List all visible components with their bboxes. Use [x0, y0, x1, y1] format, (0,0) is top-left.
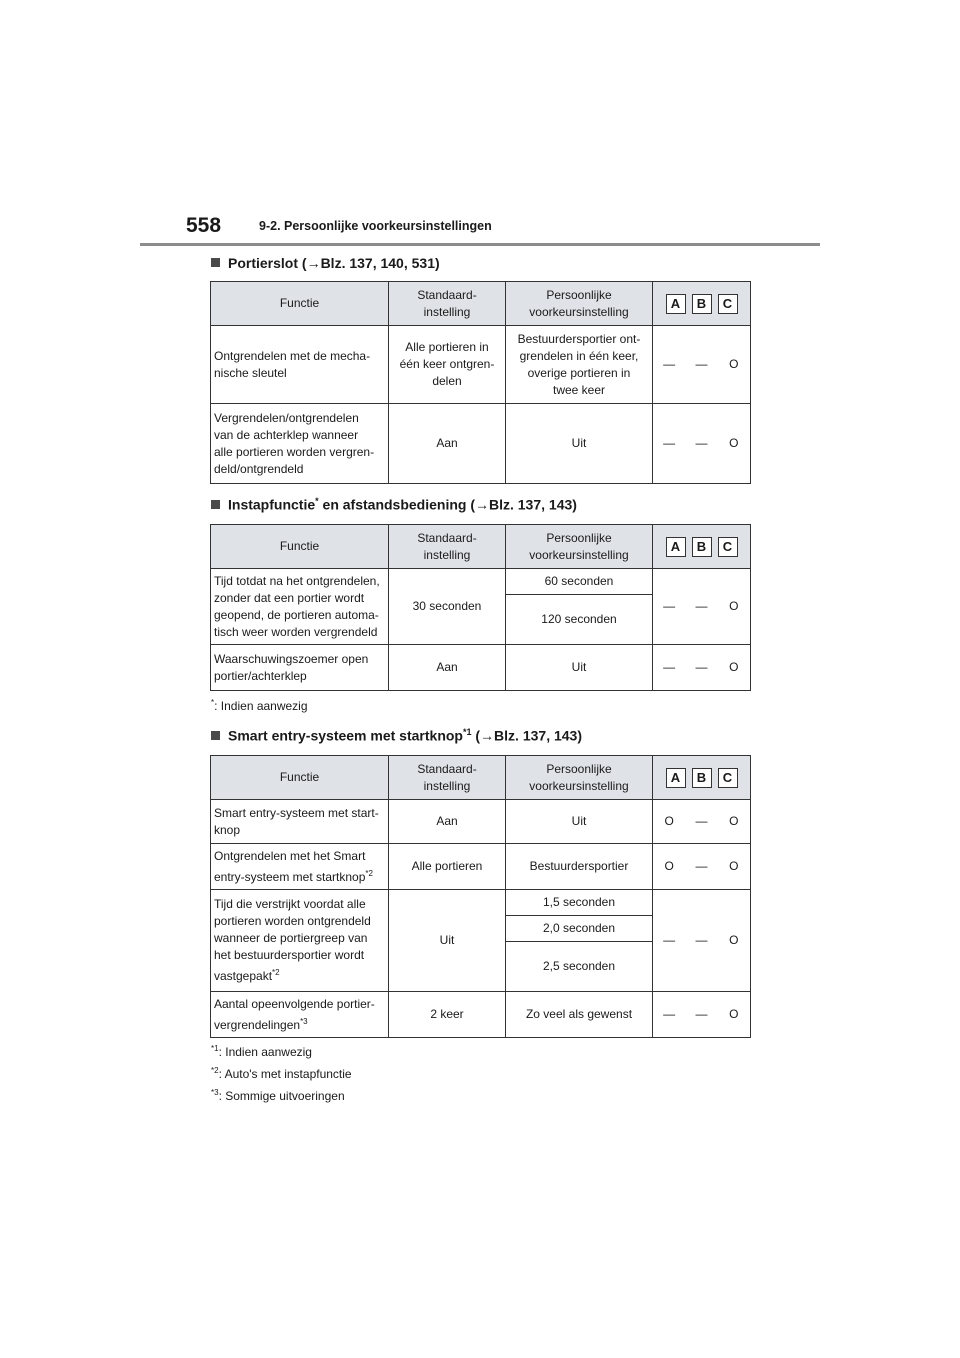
- table-row: [211, 800, 751, 844]
- column-header-abc: [653, 525, 751, 569]
- table-row: [211, 645, 751, 691]
- cell-function: Smart entry-systeem met start- knop: [211, 800, 389, 844]
- cell-default: Aan: [389, 404, 506, 484]
- cell-abc: — — O: [653, 569, 751, 645]
- label-a: A: [666, 294, 686, 314]
- label-c: C: [718, 768, 738, 788]
- square-bullet-icon: [211, 258, 220, 267]
- cell-function: Aantal opeenvolgende portier- vergrendelingen$^{*3}$: [211, 992, 389, 1038]
- cell-abc: — — O: [653, 326, 751, 404]
- label-a: A: [666, 537, 686, 557]
- section-title: Portierslot (→Blz. 137, 140, 531): [228, 255, 440, 271]
- cell-custom: Uit: [506, 645, 653, 691]
- table-row: [211, 569, 751, 595]
- label-a: A: [666, 768, 686, 788]
- column-header-standaard: Standaard- instelling: [389, 525, 506, 569]
- cell-custom: Bestuurdersportier ont- grendelen in één keer, overige portieren in twee keer: [506, 326, 653, 404]
- label-c: C: [718, 294, 738, 314]
- table-row: [211, 992, 751, 1038]
- cell-abc: O — O: [653, 844, 751, 890]
- cell-abc: — — O: [653, 992, 751, 1038]
- table-header-row: [211, 756, 751, 800]
- cell-abc: O — O: [653, 800, 751, 844]
- header-title: 9-2. Persoonlijke voorkeursinstellingen: [259, 219, 492, 233]
- column-header-functie: Functie: [211, 525, 389, 569]
- cell-default: Aan: [389, 800, 506, 844]
- table-header-row: [211, 282, 751, 326]
- label-b: B: [692, 768, 712, 788]
- section-heading-portierslot: [211, 255, 440, 271]
- header-divider: [140, 243, 820, 246]
- cell-custom: 120 seconden: [506, 595, 653, 645]
- cell-custom: 60 seconden: [506, 569, 653, 595]
- page-number: 558: [186, 214, 222, 237]
- cell-default: Uit: [389, 890, 506, 992]
- section-heading-smart-entry: Smart entry-systeem met startknop$^{*1}$ (→Blz. 137, 143): [211, 727, 582, 744]
- cell-abc: — — O: [653, 404, 751, 484]
- cell-custom: Zo veel als gewenst: [506, 992, 653, 1038]
- table-instapfunctie: [210, 524, 751, 691]
- table-row: [211, 844, 751, 890]
- cell-custom: 2,5 seconden: [506, 942, 653, 992]
- cell-custom: Uit: [506, 800, 653, 844]
- footnote: *: Indien aanwezig: [211, 698, 308, 713]
- label-c: C: [718, 537, 738, 557]
- table-row: [211, 404, 751, 484]
- cell-custom: Uit: [506, 404, 653, 484]
- cell-custom: Bestuurdersportier: [506, 844, 653, 890]
- table-portierslot: [210, 281, 751, 484]
- cell-default: Alle portieren: [389, 844, 506, 890]
- section-heading-instapfunctie: Instapfunctie* en afstandsbediening (→Blz. 137, 143): [211, 496, 577, 513]
- cell-default: 30 seconden: [389, 569, 506, 645]
- cell-default: 2 keer: [389, 992, 506, 1038]
- cell-default: Alle portieren in één keer ontgren- delen: [389, 326, 506, 404]
- column-header-functie: Functie: [211, 756, 389, 800]
- cell-function: Waarschuwingszoemer open portier/achterklep: [211, 645, 389, 691]
- label-b: B: [692, 537, 712, 557]
- cell-function: Vergrendelen/ontgrendelen van de achterklep wanneer alle portieren worden vergren- deld/ontgrendeld: [211, 404, 389, 484]
- footnote: $^{*2}$: Auto's met instapfunctie: [211, 1066, 352, 1081]
- label-b: B: [692, 294, 712, 314]
- square-bullet-icon: [211, 500, 220, 509]
- cell-function: Tijd die verstrijkt voordat alle portieren worden ontgrendeld wanneer de portiergreep van het bestuurdersportier wordt vastgepakt$^{*2}$: [211, 890, 389, 992]
- column-header-abc: [653, 756, 751, 800]
- column-header-standaard: Standaard- instelling: [389, 282, 506, 326]
- table-row: [211, 890, 751, 916]
- cell-abc: — — O: [653, 645, 751, 691]
- cell-function: Ontgrendelen met de mecha- nische sleutel: [211, 326, 389, 404]
- column-header-abc: [653, 282, 751, 326]
- footnote: $^{*3}$: Sommige uitvoeringen: [211, 1088, 345, 1103]
- cell-abc: — — O: [653, 890, 751, 992]
- table-smart-entry: [210, 755, 751, 1038]
- cell-function: Tijd totdat na het ontgrendelen, zonder dat een portier wordt geopend, de portieren automa- tisch weer worden vergrendeld: [211, 569, 389, 645]
- cell-custom: 2,0 seconden: [506, 916, 653, 942]
- table-row: [211, 326, 751, 404]
- square-bullet-icon: [211, 731, 220, 740]
- cell-default: Aan: [389, 645, 506, 691]
- column-header-persoonlijk: Persoonlijke voorkeursinstelling: [506, 282, 653, 326]
- cell-custom: 1,5 seconden: [506, 890, 653, 916]
- column-header-functie: Functie: [211, 282, 389, 326]
- footnote: $^{*1}$: Indien aanwezig: [211, 1044, 312, 1059]
- table-header-row: [211, 525, 751, 569]
- cell-function: Ontgrendelen met het Smart entry-systeem met startknop$^{*2}$: [211, 844, 389, 890]
- column-header-persoonlijk: Persoonlijke voorkeursinstelling: [506, 756, 653, 800]
- column-header-standaard: Standaard- instelling: [389, 756, 506, 800]
- column-header-persoonlijk: Persoonlijke voorkeursinstelling: [506, 525, 653, 569]
